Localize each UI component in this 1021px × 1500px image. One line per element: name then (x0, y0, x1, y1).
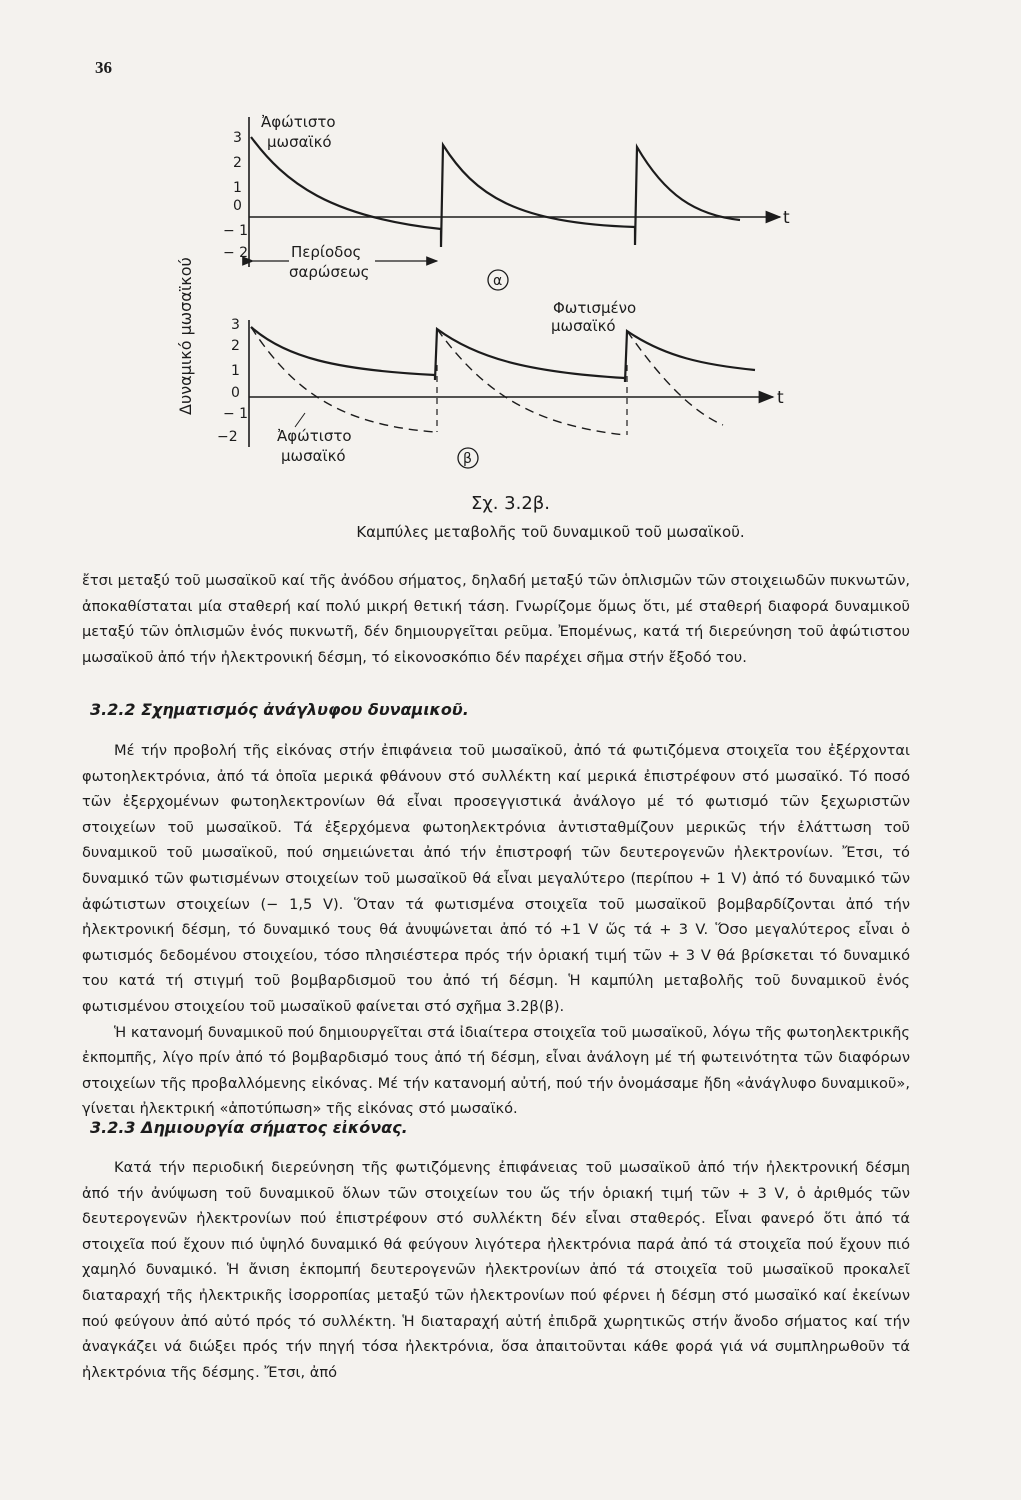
panel-b-time-label: t (777, 388, 784, 408)
panel-b-lit-label-line2: μωσαϊκό (551, 317, 616, 335)
panel-a-tick-2: 2 (233, 155, 242, 171)
figure-potential-curves (165, 95, 805, 515)
paragraph-2 (82, 738, 910, 1122)
figure-caption-title: Σχ. 3.2β. (470, 493, 551, 514)
panel-a-tick-minus1: − 1 (223, 223, 249, 239)
panel-b-lit-curve (251, 327, 755, 382)
panel-b-lit-label-line1: Φωτισμένο (553, 299, 637, 317)
panel-b-tick-0: 0 (231, 385, 240, 401)
section-heading-3-2-3: 3.2.3 Δημιουργία σήματος εἰκόνας. (90, 1118, 408, 1137)
figure-caption-text: Καμπύλες μεταβολῆς τοῦ δυναμικοῦ τοῦ μωσαϊκοῦ. (356, 523, 745, 541)
panel-a-time-label: t (783, 208, 790, 228)
panel-b-tick-minus1: − 1 (223, 406, 249, 422)
section-heading-3-2-2: 3.2.2 Σχηματισμός ἀνάγλυφου δυναμικοῦ. (90, 700, 469, 719)
panel-b-tick-2: 2 (231, 338, 240, 354)
panel-a-tick-minus2: − 2 (223, 245, 249, 261)
page-number: 36 (95, 58, 112, 77)
panel-b-tick-3: 3 (231, 317, 240, 333)
panel-b (217, 299, 784, 468)
paragraph-4-text: Κατά τήν περιοδική διερεύνηση τῆς φωτιζόμενης ἐπιφάνειας τοῦ μωσαϊκοῦ ἀπό τήν ἠλεκτρονική δέσμη ἀπό τήν ἀνύψωση τοῦ δυναμικοῦ ὅλων τῶν στοιχείων του ὥς τήν ὁριακή τιμή τῶν + 3 V, ὁ ἀριθμός τῶν δευτερογενῶν ἠλεκτρονίων πού ἐπιστρέφουν στό συλλέκτη δέν εἶναι σταθερός. Εἶναι φανερό ὅτι ἀπό τά στοιχεῖα πού ἔχουν πιό ὑψηλό δυναμικό θά φεύγουν λιγότερα ἠλεκτρόνια παρά ἀπό τά στοιχεῖα πού ἔχουν πιό χαμηλό δυναμικό. Ἡ ἄνιση ἐκπομπή δευτερογενῶν ἠλεκτρονίων ἀπό τά στοιχεῖα τοῦ μωσαϊκοῦ προκαλεῖ διαταραχή τῆς ἠλεκτρικῆς ἰσορροπίας μεταξύ τῶν ἠλεκτρονίων πού φέρνει ἡ δέσμη στό μωσαϊκό καί ἐκείνων πού φεύγουν ἀπό αὐτό πρός τό συλλέκτη. Ἡ διαταραχή αὐτή ἐπιδρᾶ χωρητικῶς στήν ἄνοδο σήματος καί τήν ἀναγκάζει νά διώξει πρός τήν πηγή τόσα ἠλεκτρόνια, ὅσα ἀπαιτοῦνται κάθε φορά γιά νά συμπληρωθοῦν τά ἠλεκτρόνια τῆς δέσμης. Ἔτσι, ἀπό (82, 1159, 910, 1381)
panel-a-unlit-curve (251, 137, 740, 247)
panel-b-marker: β (463, 451, 472, 467)
paragraph-3-text: Ἡ κατανομή δυναμικοῦ πού δημιουργεῖται στά ἰδιαίτερα στοιχεῖα τοῦ μωσαϊκοῦ, λόγω τῆς φωτοηλεκτρικῆς ἐκπομπῆς, λίγο πρίν ἀπό τό βομβαρδισμό τους ἀπό τή δέσμη, εἶναι ἀνάλογη μέ τή φωτεινότητα τῶν διαφόρων στοιχείων τῆς προβαλλόμενης εἰκόνας. Μέ τήν κατανομή αὐτή, πού τήν ὀνομάσαμε ἤδη «ἀνάγλυφο δυναμικοῦ», γίνεται ἠλεκτρική «ἀποτύπωση» τῆς εἰκόνας στό μωσαϊκό. (82, 1023, 910, 1118)
panel-b-tick-minus2: −2 (217, 429, 238, 445)
panel-a-tick-3: 3 (233, 130, 242, 146)
paragraph-2-text: Μέ τήν προβολή τῆς εἰκόνας στήν ἐπιφάνεια τοῦ μωσαϊκοῦ, ἀπό τά φωτιζόμενα στοιχεῖα του ἐξέρχονται φωτοηλεκτρόνια, ἀπό τά ὁποῖα μερικά φθάνουν στό συλλέκτη καί μερικά ἐπιστρέφουν στό μωσαϊκό. Τό ποσό τῶν ἐξερχομένων φωτοηλεκτρονίων θά εἶναι προσεγγιστικά ἀνάλογο μέ τό φωτισμό τῶν ξεχωριστῶν στοιχείων τοῦ μωσαϊκοῦ. Τά ἐξερχόμενα φωτοηλεκτρόνια ἀντισταθμίζουν μερικῶς τήν ἐλάττωση τοῦ δυναμικοῦ τοῦ μωσαϊκοῦ, πού σημειώνεται ἀπό τήν ἐπιστροφή τῶν δευτερογενῶν ἠλεκτρονίων. Ἔτσι, τό δυναμικό τῶν φωτισμένων στοιχείων τοῦ μωσαϊκοῦ θά εἶναι μεγαλύτερο (περίπου + 1 V) ἀπό τό δυναμικό τῶν ἀφώτιστων στοιχείων (− 1,5 V). Ὅταν τά φωτισμένα στοιχεῖα τοῦ μωσαϊκοῦ βομβαρδίζονται ἀπό τήν ἠλεκτρονική δέσμη, τό δυναμικό τους θά ἀνυψώνεται ἀπό τό +1 V ὥς τά + 3 V. Ὅσο μεγαλύτερος εἶναι ὁ φωτισμός δεδομένου στοιχείου, τόσο πλησιέστερα πρός τήν ὁριακή τιμή τῶν + 3 V θά βρίσκεται τό δυναμικό του κατά τή στιγμή τοῦ βομβαρδισμοῦ του ἀπό τή δέσμη. Ἡ καμπύλη μεταβολῆς τοῦ δυναμικοῦ ἑνός φωτισμένου στοιχείου τοῦ μωσαϊκοῦ φαίνεται στό σχῆμα 3.2β(β). (82, 742, 910, 1015)
panel-b-unlit-pointer (295, 413, 305, 427)
panel-a-tick-1: 1 (233, 180, 242, 196)
panel-b-unlit-label-line2: μωσαϊκό (281, 447, 346, 465)
panel-a-curve-label-line1: Ἀφώτιστο (261, 113, 336, 131)
panel-a-marker: α (493, 273, 503, 289)
y-axis-label: Δυναμικό μωσαϊκού (176, 257, 195, 415)
panel-b-unlit-curve-dashed (251, 327, 723, 435)
panel-a (223, 113, 790, 290)
paragraph-1 (82, 568, 910, 670)
panel-a-period-label-line1: Περίοδος (291, 243, 362, 261)
panel-a-curve-label-line2: μωσαϊκό (267, 133, 332, 151)
paragraph-4 (82, 1155, 910, 1385)
panel-a-period-label-line2: σαρώσεως (289, 263, 370, 281)
paragraph-1-text: ἔτσι μεταξύ τοῦ μωσαϊκοῦ καί τῆς ἀνόδου σήματος, δηλαδή μεταξύ τῶν ὁπλισμῶν τῶν στοιχειωδῶν πυκνωτῶν, ἀποκαθίσταται μία σταθερή καί πολύ μικρή θετική τάση. Γνωρίζομε ὅμως ὅτι, μέ σταθερή διαφορά δυναμικοῦ μεταξύ τῶν ὁπλισμῶν ἑνός πυκνωτῆ, δέν δημιουργεῖται ρεῦμα. Ἐπομένως, κατά τή διερεύνηση τοῦ ἀφώτιστου μωσαϊκοῦ ἀπό τήν ἠλεκτρονική δέσμη, τό εἰκονοσκόπιο δέν παρέχει σῆμα στήν ἔξοδό του. (82, 572, 910, 666)
figure-svg (165, 95, 805, 515)
panel-a-tick-0: 0 (233, 198, 242, 214)
panel-b-unlit-label-line1: Ἀφώτιστο (277, 427, 352, 445)
panel-b-tick-1: 1 (231, 363, 240, 379)
